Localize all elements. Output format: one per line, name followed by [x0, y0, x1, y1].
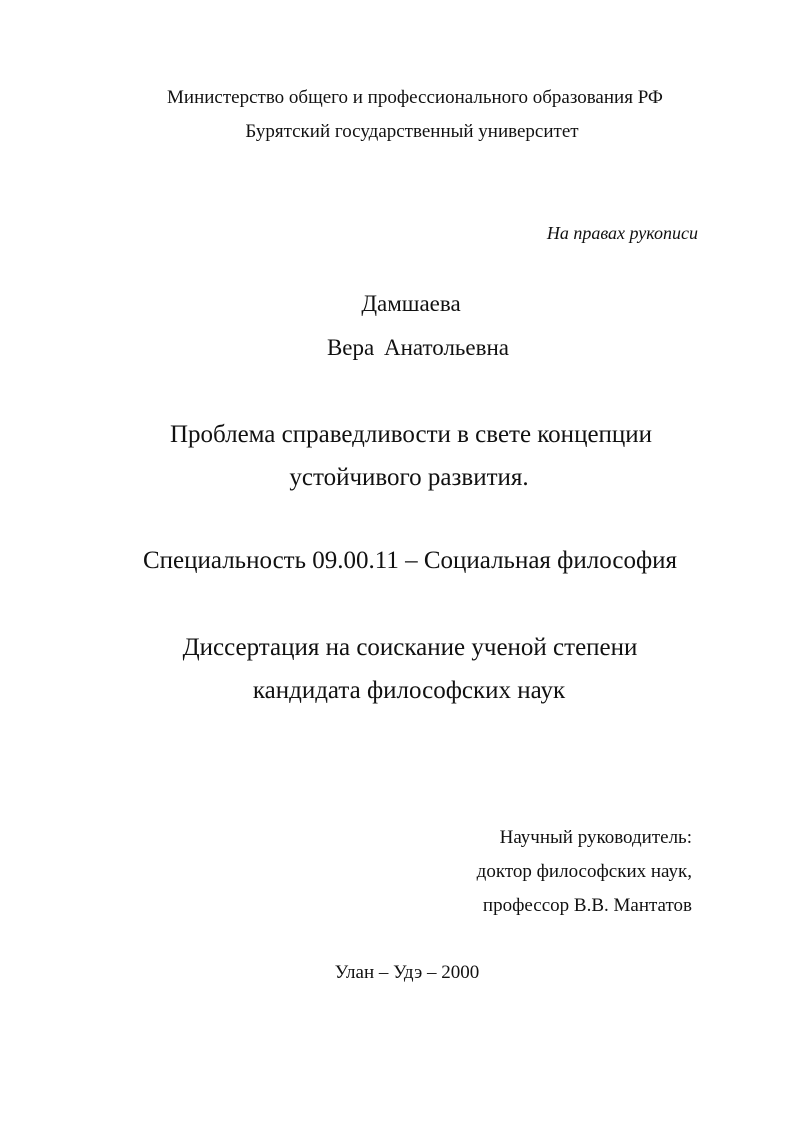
- degree-statement-line-1: Диссертация на соискание ученой степени: [182, 634, 638, 661]
- supervisor-label: Научный руководитель:: [499, 827, 692, 848]
- place-and-year: Улан – Удэ – 2000: [334, 962, 480, 983]
- university-name: Бурятский государственный университет: [245, 121, 579, 142]
- supervisor-name: профессор В.В. Мантатов: [482, 895, 692, 916]
- author-given-names: Вера Анатольевна: [326, 335, 510, 360]
- supervisor-degree: доктор философских наук,: [476, 861, 692, 882]
- author-surname: Дамшаева: [361, 291, 461, 316]
- manuscript-note: На правах рукописи: [546, 223, 698, 243]
- ministry-name: Министерство общего и профессионального образования РФ: [167, 87, 663, 108]
- dissertation-title-line-1: Проблема справедливости в свете концепции: [169, 421, 653, 448]
- degree-statement-line-2: кандидата философских наук: [252, 677, 566, 704]
- specialty: Специальность 09.00.11 – Социальная философия: [142, 547, 678, 574]
- dissertation-title-line-2: устойчивого развития.: [289, 464, 529, 491]
